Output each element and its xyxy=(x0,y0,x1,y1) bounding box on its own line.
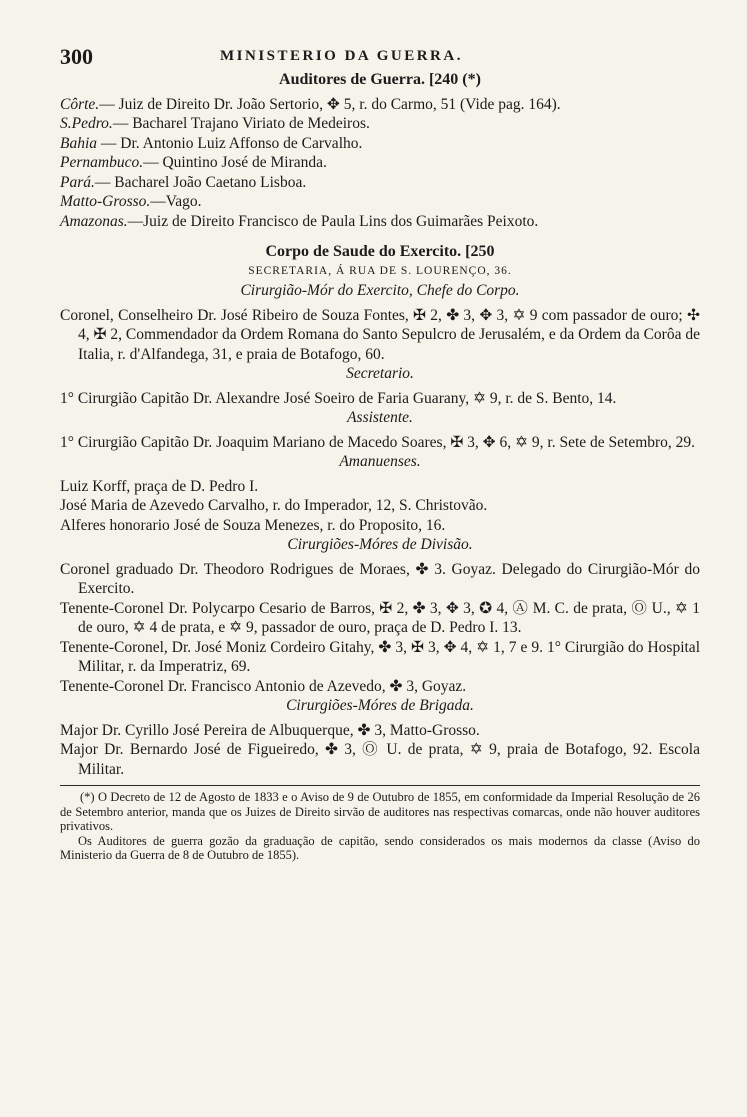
auditor-entry xyxy=(60,134,700,154)
amanuense-entry: Alferes honorario José de Souza Menezes, r. do Proposito, 16. xyxy=(60,516,446,534)
auditor-text: — Quintino José de Miranda. xyxy=(143,154,327,171)
secretario-heading: Secretario. xyxy=(346,365,414,382)
auditor-province: Matto-Grosso. xyxy=(60,193,151,210)
divisao-entry: Tenente-Coronel Dr. Francisco Antonio de Azevedo, ✤ 3, Goyaz. xyxy=(60,677,467,695)
brigada-entry: Major Dr. Bernardo José de Figueiredo, ✤ 3, Ⓞ U. de prata, ✡ 9, praia de Botafogo, 92. Escola Militar. xyxy=(60,741,700,778)
brigada-heading: Cirurgiões-Móres de Brigada. xyxy=(286,697,474,714)
auditor-text: — Dr. Antonio Luiz Affonso de Carvalho. xyxy=(97,134,363,152)
footnote-rule xyxy=(60,785,700,786)
auditor-province: Pará. xyxy=(60,173,95,191)
footnotes xyxy=(60,790,700,863)
brigada-entry: Major Dr. Cyrillo José Pereira de Albuquerque, ✤ 3, Matto-Grosso. xyxy=(60,721,480,739)
divisao-entry: Tenente-Coronel Dr. Polycarpo Cesario de Barros, ✠ 2, ✤ 3, ✥ 3, ✪ 4, Ⓐ M. C. de prata, Ⓞ U., ✡ 1 de ouro, ✡ 4 de prata, e ✡ 9, passador de ouro, praça de D. Pedro I. 13. xyxy=(60,599,700,636)
auditor-text: —Juiz de Direito Francisco de Paula Lins dos Guimarães Peixoto. xyxy=(127,212,539,230)
auditor-entry xyxy=(60,173,700,193)
divisao-entry: Tenente-Coronel, Dr. José Moniz Cordeiro Gitahy, ✤ 3, ✠ 3, ✥ 4, ✡ 1, 7 e 9. 1° Cirurgião do Hospital Militar, r. da Imperatriz, 69. xyxy=(60,638,700,675)
amanuense-entry: Luiz Korff, praça de D. Pedro I. xyxy=(60,477,259,495)
auditor-province: Pernambuco. xyxy=(60,154,144,171)
cirurgiao-mor-entry: Coronel, Conselheiro Dr. José Ribeiro de Souza Fontes, ✠ 2, ✤ 3, ✥ 3, ✡ 9 com passador de ouro; ✣ 4, ✠ 2, Commendador da Ordem Romana do Santo Sepulcro de Jerusalém, e da Ordem da Corôa de Italia, r. d'Alfandega, 31, e praia de Botafogo, 60. xyxy=(60,306,700,363)
auditor-province: Bahia xyxy=(60,134,98,152)
auditor-province: Amazonas. xyxy=(60,212,128,230)
corpo-saude-title: Corpo de Saude do Exercito. [250 xyxy=(265,243,495,260)
divisao-entry: Coronel graduado Dr. Theodoro Rodrigues de Moraes, ✤ 3. Goyaz. Delegado do Cirurgião-Mór do Exercito. xyxy=(60,560,700,597)
footnote-2: Os Auditores de guerra gozão da graduação de capitão, sendo considerados os mais modernos da classe (Aviso do Ministerio da Guerra de 8 de Outubro de 1855). xyxy=(60,833,700,862)
auditor-entry xyxy=(60,192,700,212)
secretario-entry: 1° Cirurgião Capitão Dr. Alexandre José Soeiro de Faria Guarany, ✡ 9, r. de S. Bento, 14. xyxy=(60,389,617,407)
page-number: 300 xyxy=(60,44,93,69)
amanuense-entry: José Maria de Azevedo Carvalho, r. do Imperador, 12, S. Christovão. xyxy=(60,497,488,514)
auditor-entry xyxy=(60,212,700,232)
auditores-list xyxy=(60,95,700,232)
auditor-province: Côrte. xyxy=(60,95,100,113)
footnote-1: (*) O Decreto de 12 de Agosto de 1833 e o Aviso de 9 de Outubro de 1855, em conformidade da Imperial Resolução de 26 de Setembro anterior, manda que os Juizes de Direito sirvão de auditores nas respectivas comarcas, onde não houver auditores privativos. xyxy=(60,790,700,833)
auditores-title: Auditores de Guerra. [240 (*) xyxy=(279,71,481,88)
secretaria-address: SECRETARIA, Á RUA DE S. LOURENÇO, 36. xyxy=(248,264,512,277)
auditor-text: — Juiz de Direito Dr. João Sertorio, ✥ 5, r. do Carmo, 51 (Vide pag. 164). xyxy=(99,95,561,113)
cirurgiao-mor-heading: Cirurgião-Mór do Exercito, Chefe do Corpo. xyxy=(240,282,520,299)
amanuenses-heading: Amanuenses. xyxy=(339,453,421,470)
page-body xyxy=(60,70,700,863)
auditor-province: S.Pedro. xyxy=(60,115,113,132)
divisao-heading: Cirurgiões-Móres de Divisão. xyxy=(287,536,473,553)
auditor-text: — Bacharel Trajano Viriato de Medeiros. xyxy=(112,115,370,132)
auditor-entry xyxy=(60,114,700,134)
assistente-heading: Assistente. xyxy=(347,409,413,426)
running-head: MINISTERIO DA GUERRA. xyxy=(220,48,463,64)
auditor-text: — Bacharel João Caetano Lisboa. xyxy=(94,173,307,191)
auditor-text: —Vago. xyxy=(150,193,202,210)
auditor-entry xyxy=(60,153,700,173)
page-header xyxy=(60,44,700,70)
assistente-entry: 1° Cirurgião Capitão Dr. Joaquim Mariano de Macedo Soares, ✠ 3, ✥ 6, ✡ 9, r. Sete de Setembro, 29. xyxy=(60,433,696,451)
auditor-entry xyxy=(60,95,700,115)
